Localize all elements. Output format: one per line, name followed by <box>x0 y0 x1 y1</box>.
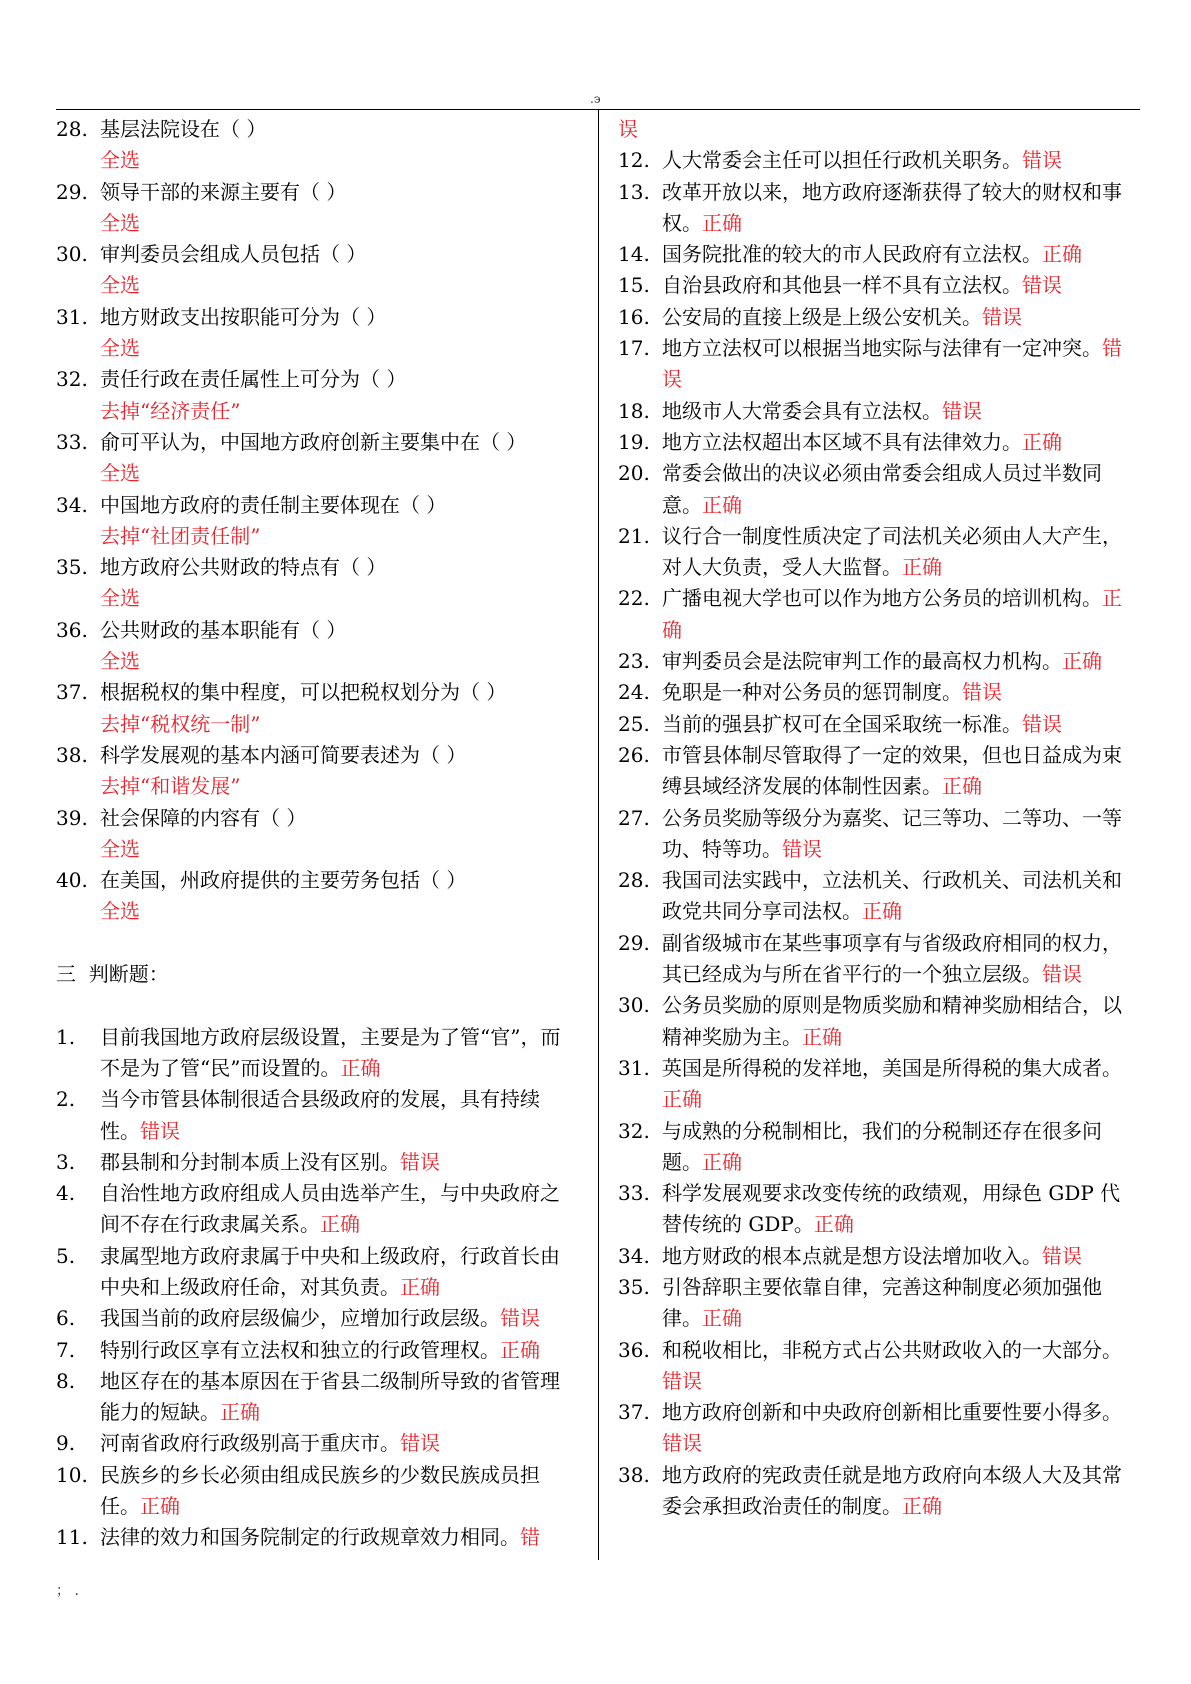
verdict-text: 正确 <box>340 1055 381 1080</box>
item-number: 6. <box>56 1306 76 1331</box>
item-text <box>662 458 1138 521</box>
verdict-text: 错误 <box>942 398 982 423</box>
item-number: 16. <box>618 304 650 329</box>
statement-text: 常委会做出的决议必须由常委会组成人员过半数同意。 <box>662 461 1102 517</box>
verdict-text: 正确 <box>702 492 742 517</box>
item-text <box>100 1366 576 1429</box>
item-text <box>662 427 1138 458</box>
verdict-text: 错误 <box>500 1306 540 1331</box>
statement-text: 我国当前的政府层级偏少，应增加行政层级。 <box>100 1306 500 1331</box>
statement-text: 免职是一种对公务员的惩罚制度。 <box>662 680 962 705</box>
statement-text: 河南省政府行政级别高于重庆市。 <box>100 1431 400 1456</box>
verdict-text: 正确 <box>702 1306 742 1331</box>
item-number: 17. <box>618 336 650 361</box>
answer-text: 全选 <box>100 336 140 361</box>
question-number: 28. <box>56 117 88 141</box>
spacer <box>56 990 576 1021</box>
answer-text: 全选 <box>100 899 140 924</box>
item-text <box>662 177 1138 240</box>
item-text <box>662 1272 1138 1335</box>
item-text <box>662 646 1138 677</box>
question-number: 38. <box>56 742 88 767</box>
item-number: 18. <box>618 398 650 423</box>
judgment-row <box>618 1272 1138 1335</box>
question-number: 37. <box>56 680 88 705</box>
statement-text: 地区存在的基本原因在于省县二级制所导致的省管理能力的短缺。 <box>100 1368 560 1425</box>
question-row <box>56 177 576 208</box>
statement-text: 隶属型地方政府隶属于中央和上级政府，行政首长由中央和上级政府任命，对其负责。 <box>100 1243 560 1299</box>
item-text <box>662 1178 1138 1241</box>
verdict-text: 正确 <box>400 1274 440 1299</box>
statement-text: 地方财政的根本点就是想方设法增加收入。 <box>662 1243 1042 1268</box>
judgment-row <box>56 1178 576 1241</box>
item-number: 31. <box>618 1055 650 1080</box>
question-row <box>56 302 576 333</box>
judgment-row <box>618 865 1138 928</box>
judgment-row <box>618 1178 1138 1241</box>
statement-text: 改革开放以来，地方政府逐渐获得了较大的财权和事权。 <box>662 179 1122 235</box>
verdict-text: 正确 <box>813 1212 854 1237</box>
answer-text: 全选 <box>100 586 140 611</box>
verdict-text: 正确 <box>662 1087 702 1112</box>
item-number: 28. <box>618 868 650 893</box>
statement-text: 自治县政府和其他县一样不具有立法权。 <box>662 273 1022 298</box>
verdict-text: 错误 <box>982 304 1022 329</box>
section-title: 三 判断题： <box>56 962 169 987</box>
judgment-row <box>56 1241 576 1304</box>
verdict-text: 错误 <box>782 836 822 861</box>
judgment-list-right <box>618 145 1138 1522</box>
item-number: 35. <box>618 1274 650 1299</box>
statement-text: 引咎辞职主要依靠自律，完善这种制度必须加强他律。 <box>662 1274 1102 1331</box>
question-number: 36. <box>56 617 88 642</box>
item-text <box>662 709 1138 740</box>
judgment-row <box>618 427 1138 458</box>
question-number: 35. <box>56 555 88 580</box>
item-number: 34. <box>618 1243 650 1268</box>
answer-text: 全选 <box>100 649 140 674</box>
item-number: 5. <box>56 1243 76 1268</box>
judgment-row <box>618 521 1138 584</box>
statement-text: 副省级城市在某些事项享有与省级政府相同的权力，其已经成为与所在省平行的一个独立层级。 <box>662 930 1122 987</box>
statement-text: 议行合一制度性质决定了司法机关必须由人大产生，对人大负责，受人大监督。 <box>662 523 1122 580</box>
judgment-row <box>618 1460 1138 1523</box>
verdict-text: 错误 <box>662 1368 702 1393</box>
item-number: 8. <box>56 1368 76 1393</box>
question-text: 基层法院设在（ ） <box>100 117 267 141</box>
answer-text: 全选 <box>100 273 140 298</box>
answer-text: 去掉“和谐发展” <box>100 774 241 799</box>
answer-text: 全选 <box>100 148 140 173</box>
question-text: 科学发展观的基本内涵可简要表述为（ ） <box>100 742 467 767</box>
item-number: 13. <box>618 179 650 204</box>
verdict-text: 错误 <box>662 1431 702 1456</box>
verdict-text: 正确 <box>320 1212 360 1237</box>
item-text <box>662 1241 1138 1272</box>
question-text: 俞可平认为，中国地方政府创新主要集中在（ ） <box>100 429 527 454</box>
page-footer-mark: ； . <box>56 1583 79 1599</box>
question-row <box>56 865 576 896</box>
item-number: 4. <box>56 1181 76 1206</box>
column-divider <box>598 110 599 1560</box>
verdict-text: 错误 <box>400 1431 440 1456</box>
judgment-row <box>618 145 1138 176</box>
item-text <box>100 1303 576 1334</box>
verdict-text: 正确 <box>1042 242 1082 267</box>
judgment-row <box>56 1022 576 1085</box>
statement-text: 自治性地方政府组成人员由选举产生，与中央政府之间不存在行政隶属关系。 <box>100 1181 560 1237</box>
page-header-mark: .э <box>590 92 601 106</box>
verdict-text: 正确 <box>902 1494 942 1519</box>
item-text <box>662 990 1138 1053</box>
judgment-row <box>618 1116 1138 1179</box>
item-text <box>662 1460 1138 1523</box>
statement-text: 地方政府的宪政责任就是地方政府向本级人大及其常委会承担政治责任的制度。 <box>662 1462 1122 1519</box>
item-number: 12. <box>618 148 650 173</box>
item-text <box>662 803 1138 866</box>
statement-text: 地方立法权可以根据当地实际与法律有一定冲突。 <box>662 336 1102 361</box>
statement-text: 法律的效力和国务院制定的行政规章效力相同。 <box>100 1525 520 1550</box>
statement-text: 科学发展观要求改变传统的政绩观，用绿色 GDP 代替传统的 GDP。 <box>662 1181 1121 1237</box>
statement-text: 我国司法实践中，立法机关、行政机关、司法机关和政党共同分享司法权。 <box>662 868 1122 924</box>
item-text <box>662 928 1138 991</box>
question-number: 40. <box>56 868 88 893</box>
question-text: 地方财政支出按职能可分为（ ） <box>100 304 387 329</box>
verdict-text: 错误 <box>662 336 1122 392</box>
verdict-text: 正确 <box>862 899 902 924</box>
item-number: 3. <box>56 1149 76 1174</box>
item-number: 30. <box>618 993 650 1018</box>
statement-text: 与成熟的分税制相比，我们的分税制还存在很多问题。 <box>662 1118 1102 1174</box>
question-row <box>56 239 576 270</box>
item-text <box>662 740 1138 803</box>
item-text <box>100 1460 576 1523</box>
item-number: 20. <box>618 461 650 486</box>
item-number: 19. <box>618 429 650 454</box>
verdict-text: 错误 <box>1042 962 1082 987</box>
item-text <box>100 1335 576 1366</box>
item-number: 1. <box>56 1024 76 1049</box>
judgment-row <box>618 803 1138 866</box>
statement-text: 人大常委会主任可以担任行政机关职务。 <box>662 148 1022 173</box>
item-number: 14. <box>618 242 650 267</box>
item-text <box>100 1241 576 1304</box>
question-text: 在美国，州政府提供的主要劳务包括（ ） <box>100 868 467 893</box>
question-row <box>56 803 576 834</box>
judgment-row <box>618 928 1138 991</box>
item-number: 32. <box>618 1118 650 1143</box>
judgment-row <box>56 1303 576 1334</box>
question-text: 根据税权的集中程度，可以把税权划分为（ ） <box>100 680 507 705</box>
question-row <box>56 740 576 771</box>
item-text <box>662 333 1138 396</box>
item-text <box>662 521 1138 584</box>
item-text <box>100 1022 576 1085</box>
judgment-row <box>618 709 1138 740</box>
item-text <box>100 1428 576 1459</box>
item-text <box>662 270 1138 301</box>
question-row <box>56 677 576 708</box>
question-text: 社会保障的内容有（ ） <box>100 805 307 830</box>
item-text <box>662 1335 1138 1398</box>
statement-text: 目前我国地方政府层级设置，主要是为了管“官”，而不是为了管“民”而设置的。 <box>100 1024 561 1080</box>
item-text <box>662 677 1138 708</box>
verdict-text: 正确 <box>1022 429 1062 454</box>
question-number: 29. <box>56 179 88 204</box>
carry-over-answer: 误 <box>618 117 638 141</box>
statement-text: 市管县体制尽管取得了一定的效果，但也日益成为束缚县域经济发展的体制性因素。 <box>662 742 1122 799</box>
statement-text: 当今市管县体制很适合县级政府的发展，具有持续性。 <box>100 1087 540 1143</box>
answer-text: 去掉“税权统一制” <box>100 711 261 736</box>
item-number: 21. <box>618 523 650 548</box>
item-number: 11. <box>56 1525 88 1550</box>
judgment-row <box>618 1397 1138 1460</box>
item-text <box>662 583 1138 646</box>
item-number: 26. <box>618 742 650 767</box>
item-text <box>662 302 1138 333</box>
item-number: 37. <box>618 1400 650 1425</box>
judgment-row <box>618 239 1138 270</box>
item-number: 22. <box>618 586 650 611</box>
judgment-row <box>618 1053 1138 1116</box>
item-number: 33. <box>618 1181 650 1206</box>
judgment-row <box>618 396 1138 427</box>
item-number: 24. <box>618 680 650 705</box>
judgment-row <box>618 1335 1138 1398</box>
question-row <box>56 615 576 646</box>
item-number: 38. <box>618 1462 650 1487</box>
judgment-row <box>56 1460 576 1523</box>
judgment-row <box>56 1522 576 1553</box>
item-text <box>662 396 1138 427</box>
left-column <box>56 114 576 1554</box>
question-row <box>56 114 576 145</box>
verdict-text: 正确 <box>140 1494 180 1519</box>
verdict-text: 错误 <box>1022 148 1062 173</box>
verdict-text: 正确 <box>702 210 742 235</box>
judgment-row <box>618 583 1138 646</box>
question-row <box>56 427 576 458</box>
judgment-row <box>618 990 1138 1053</box>
judgment-row <box>618 646 1138 677</box>
item-number: 25. <box>618 711 650 736</box>
statement-text: 审判委员会是法院审判工作的最高权力机构。 <box>662 649 1062 674</box>
statement-text: 公务员奖励等级分为嘉奖、记三等功、二等功、一等功、特等功。 <box>662 805 1122 861</box>
item-number: 36. <box>618 1337 650 1362</box>
question-row <box>56 552 576 583</box>
verdict-text: 正确 <box>802 1024 842 1049</box>
question-number: 31. <box>56 304 88 329</box>
verdict-text: 正确 <box>1062 649 1102 674</box>
verdict-text: 正确 <box>902 555 942 580</box>
item-number: 15. <box>618 273 650 298</box>
item-number: 23. <box>618 649 650 674</box>
verdict-text: 正确 <box>942 774 982 799</box>
item-text <box>662 1116 1138 1179</box>
judgment-row <box>56 1366 576 1429</box>
question-text: 地方政府公共财政的特点有（ ） <box>100 555 387 580</box>
question-number: 39. <box>56 805 88 830</box>
statement-text: 公安局的直接上级是上级公安机关。 <box>662 304 982 329</box>
judgment-row <box>618 270 1138 301</box>
item-number: 2. <box>56 1087 76 1112</box>
verdict-text: 错 <box>520 1525 540 1550</box>
item-number: 27. <box>618 805 650 830</box>
item-text <box>662 239 1138 270</box>
item-number: 9. <box>56 1431 76 1456</box>
statement-text: 广播电视大学也可以作为地方公务员的培训机构。 <box>662 586 1102 611</box>
statement-text: 地方立法权超出本区域不具有法律效力。 <box>662 429 1022 454</box>
multi-choice-list <box>56 114 576 928</box>
verdict-text: 错误 <box>140 1118 180 1143</box>
statement-text: 英国是所得税的发祥地，美国是所得税的集大成者。 <box>662 1055 1122 1080</box>
judgment-row <box>618 333 1138 396</box>
question-text: 公共财政的基本职能有（ ） <box>100 617 347 642</box>
question-text: 中国地方政府的责任制主要体现在（ ） <box>100 492 447 517</box>
item-text <box>100 1522 576 1553</box>
question-text: 责任行政在责任属性上可分为（ ） <box>100 367 407 392</box>
judgment-row <box>618 458 1138 521</box>
item-number: 29. <box>618 930 650 955</box>
item-text <box>662 1397 1138 1460</box>
statement-text: 当前的强县扩权可在全国采取统一标准。 <box>662 711 1022 736</box>
statement-text: 公务员奖励的原则是物质奖励和精神奖励相结合，以精神奖励为主。 <box>662 993 1122 1049</box>
question-text: 审判委员会组成人员包括（ ） <box>100 242 367 267</box>
judgment-row <box>56 1147 576 1178</box>
statement-text: 地级市人大常委会具有立法权。 <box>662 398 942 423</box>
right-column <box>618 114 1138 1522</box>
question-row <box>56 490 576 521</box>
judgment-row <box>56 1335 576 1366</box>
question-number: 30. <box>56 242 88 267</box>
statement-text: 国务院批准的较大的市人民政府有立法权。 <box>662 242 1042 267</box>
question-row <box>56 364 576 395</box>
verdict-text: 错误 <box>962 680 1002 705</box>
answer-text: 全选 <box>100 210 140 235</box>
judgment-row <box>56 1084 576 1147</box>
verdict-text: 正确 <box>702 1149 742 1174</box>
statement-text: 地方政府创新和中央政府创新相比重要性要小得多。 <box>662 1400 1122 1425</box>
judgment-row <box>618 740 1138 803</box>
answer-text: 全选 <box>100 461 140 486</box>
item-text <box>100 1084 576 1147</box>
item-text <box>100 1147 576 1178</box>
verdict-text: 错误 <box>1022 273 1062 298</box>
judgment-row <box>618 677 1138 708</box>
answer-text: 去掉“社团责任制” <box>100 523 261 548</box>
verdict-text: 错误 <box>400 1149 440 1174</box>
answer-text: 去掉“经济责任” <box>100 398 241 423</box>
item-text <box>662 1053 1138 1116</box>
statement-text: 特别行政区享有立法权和独立的行政管理权。 <box>100 1337 500 1362</box>
item-text <box>662 145 1138 176</box>
verdict-text: 正确 <box>500 1337 540 1362</box>
verdict-text: 错误 <box>1022 711 1062 736</box>
verdict-text: 正确 <box>662 586 1122 642</box>
verdict-text: 正确 <box>220 1400 260 1425</box>
question-text: 领导干部的来源主要有（ ） <box>100 179 347 204</box>
item-text <box>662 865 1138 928</box>
question-number: 32. <box>56 367 88 392</box>
statement-text: 和税收相比，非税方式占公共财政收入的一大部分。 <box>662 1337 1122 1362</box>
question-number: 33. <box>56 429 88 454</box>
item-number: 7. <box>56 1337 76 1362</box>
judgment-row <box>618 1241 1138 1272</box>
judgment-row <box>56 1428 576 1459</box>
answer-text: 全选 <box>100 836 140 861</box>
judgment-row <box>618 302 1138 333</box>
verdict-text: 错误 <box>1042 1243 1082 1268</box>
item-text <box>100 1178 576 1241</box>
item-number: 10. <box>56 1462 88 1487</box>
statement-text: 郡县制和分封制本质上没有区别。 <box>100 1149 400 1174</box>
judgment-row <box>618 177 1138 240</box>
spacer <box>56 928 576 959</box>
question-number: 34. <box>56 492 88 517</box>
statement-text: 民族乡的乡长必须由组成民族乡的少数民族成员担任。 <box>100 1462 540 1519</box>
judgment-list-left <box>56 1022 576 1554</box>
